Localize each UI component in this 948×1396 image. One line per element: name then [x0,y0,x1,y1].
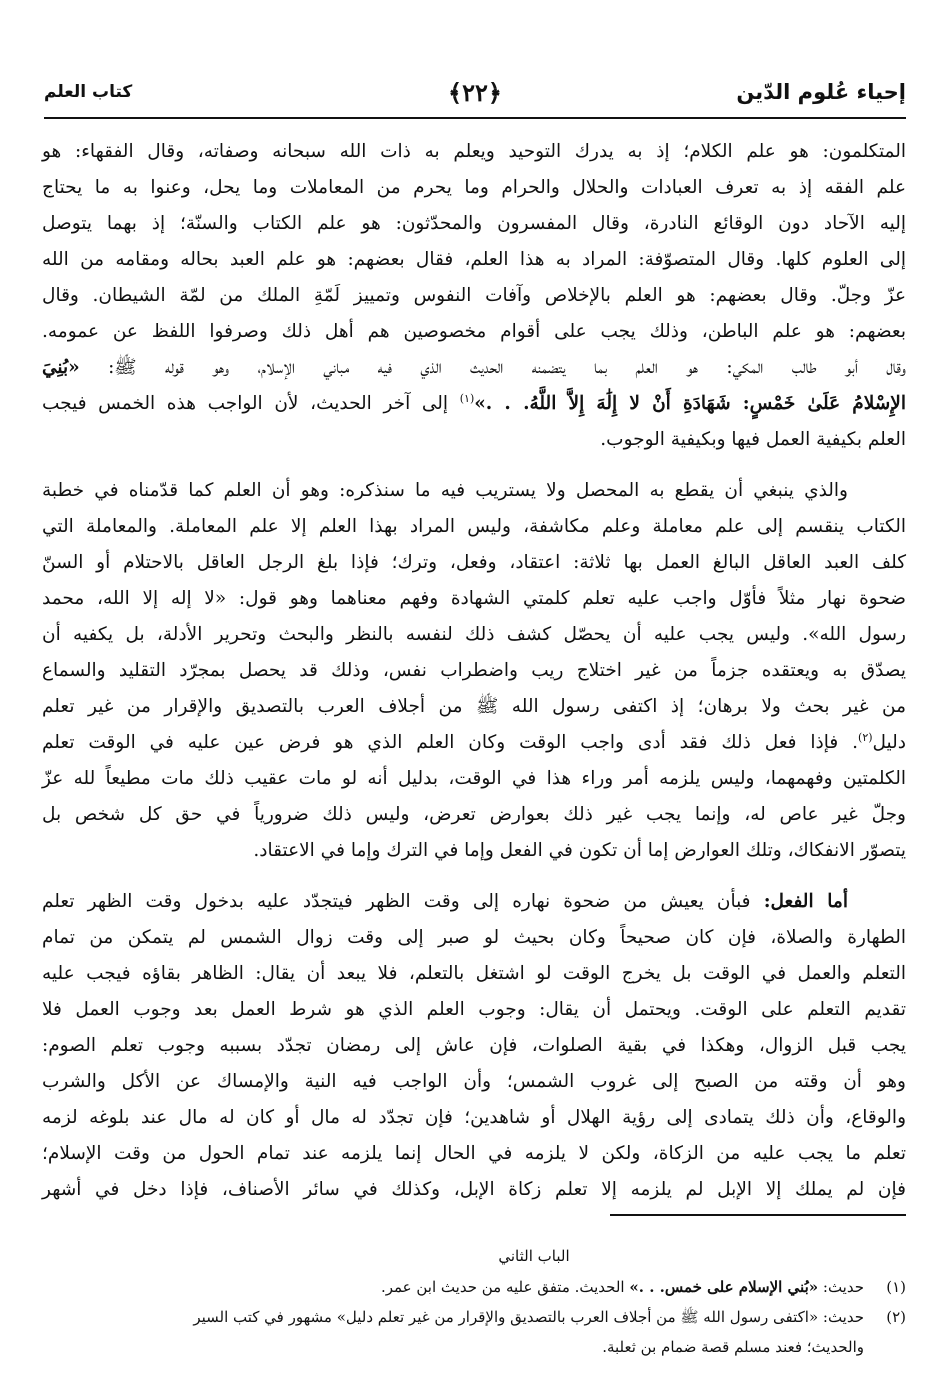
footnote-number: (٢) [886,1308,906,1326]
text-line [42,884,906,920]
bold-text: الإِسْلامُ عَلَىٰ خَمْسٍ: شَهَادَةِ أَنْ لا إِلَٰهَ إِلاَّ اللَّهُ. . .» [474,393,906,414]
text-line [42,545,906,581]
text-run: المتكلمون: هو علم الكلام؛ إذ به يدرك التوحيد ويعلم به ذات الله سبحانه وصفاته، وقال الفقهاء: هو [42,141,906,162]
text-run: يتصوّر الانفكاك، وتلك العوارض إما أن تكون في الفعل وإما في الترك وإما في الاعتقاد. [253,840,906,861]
text-line [42,134,906,170]
text-run: والوقاع، وأن ذلك يتمادى إلى رؤية الهلال أو شاهدين؛ فإن تجدّد له مال أو كان له مال عند بلوغه لزمه [42,1107,906,1128]
text-line [42,797,906,833]
text-run: يصدّق به ويعتقده جزماً من غير اختلاج ريب واضطراب نفس، وذلك قد يحصل بمجرّد التقليد والسماع [42,660,906,681]
footnote-marker: (١) [459,391,475,405]
text-line [42,689,906,725]
text-run: وهو أن وقته من الصبح إلى غروب الشمس؛ وأن الواجب فيه النية والإمساك عن الأكل والشرب [42,1071,906,1092]
text-run: حديث: «اكتفى رسول الله ﷺ من أجلاف العرب بالتصديق والإقرار من غير تعلم دليل» مشهور في كتب السير [193,1308,864,1326]
text-run: وقال أبو طالب المكي: هو العلم بما يتضمنه الحديث الذي فيه مباني الإسلام، وهو قوله ﷺ: [79,357,906,378]
text-line [42,350,906,386]
text-line [42,242,906,278]
text-run: ضحوة نهار مثلاً فأوّل واجب عليه تعلم كلمتي الشهادة وفهم معناهما وهو قول: «لا إله إلا الله، محمد [42,588,906,609]
text-line [42,314,906,350]
header-rule [44,117,906,119]
text-run: الكتاب ينقسم إلى علم معاملة وعلم مكاشفة، وليس المراد بهذا العلم إلا علم المعاملة. والمعاملة التي [42,516,906,537]
footnote-section-title: الباب الثاني [498,1247,570,1265]
text-run: بعضهم: هو علم الباطن، وذلك يجب على أقوام مخصوصين هم أهل ذلك وصرفوا اللفظ عن عمومه. [42,321,906,342]
paragraph [42,884,906,1208]
text-line [42,206,906,242]
text-line [42,653,906,689]
text-run: رسول الله». وليس يجب عليه أن يحصّل كشف ذلك لنفسه بالنظر والبحث وتحرير الأدلة، بل يكفيه أن [42,624,906,645]
text-run: الحديث. متفق عليه من حديث ابن عمر. [380,1278,630,1296]
text-line [42,761,906,797]
text-line [42,278,906,314]
text-run: يجب قبل الزوال، وهكذا في بقية الصلوات، فإن عاش إلى رمضان تجدّد بسببه وجوب تعلم الصوم: [42,1035,906,1056]
text-run: فبأن يعيش من ضحوة نهاره إلى وقت الظهر فيتجدّد عليه بدخول وقت الظهر تعلم [42,891,764,912]
text-line [42,473,906,509]
paragraph [42,134,906,458]
text-run: من غير بحث ولا برهان؛ إذ اكتفى رسول الله ﷺ من أجلاف العرب بالتصديق والإقرار من غير تعلم [42,696,906,717]
text-run: علم الفقه إذ به تعرف العبادات والحلال والحرام وما يحرم من المعاملات وما يحل، وعنوا به ما يحتاج [42,177,906,198]
bold-text: «بُني الإسلام على خمس. . .» [629,1278,819,1296]
text-line [42,422,906,458]
text-line [42,581,906,617]
text-run: وجلّ غير عاص له، وإنما يجب غير ذلك بعوارض تعرض، وليس ذلك ضرورياً في حق كل شخص بل [42,804,906,825]
text-run: تعلم ما يجب عليه من الزكاة، ولكن لا يلزمه في الحال إنما يلزمه عند تمام الحول من وقت الإسلام؛ [42,1143,906,1164]
text-run: الطهارة والصلاة، فإن كان صحيحاً وكان بحيث لو صبر إلى وقت زوال الشمس لم يتمكن من تمام [42,927,906,948]
running-header [44,78,906,112]
text-line [42,1136,906,1172]
text-line [42,617,906,653]
page-number: ﴿٢٢﴾ [448,78,502,107]
footnote-number: (١) [886,1278,906,1296]
text-run: إليه الآحاد دون الوقائع النادرة، وقال المفسرون والمحدّثون: هو علم الكتاب والسنّة؛ إذ بهما يتوصل [42,213,906,234]
text-line [42,992,906,1028]
text-line [42,920,906,956]
footnote-line [42,1272,906,1302]
bold-text: «بُنِيَ [42,357,80,378]
footnote-line [42,1302,906,1332]
text-line [42,833,906,869]
text-run: والحديث؛ فعند مسلم قصة ضمام بن ثعلبة. [602,1338,864,1356]
paragraph [42,473,906,869]
text-line [42,386,906,422]
text-line [42,170,906,206]
book-title: إحياء عُلوم الدّين [736,80,906,104]
chapter-title: كتاب العلم [44,82,133,102]
footnote-line [42,1332,906,1362]
text-run: حديث: [818,1278,864,1296]
text-line [42,1064,906,1100]
footnote-rule [610,1214,906,1216]
text-run: الكلمتين وفهمهما، وليس يلزمه أمر وراء هذا في الوقت، بدليل أنه لو مات عقيب ذلك مات مطيعاً لله عزّ [42,768,906,789]
text-run: إلى العلوم كلها. وقال المتصوّفة: المراد به هذا العلم، فقال بعضهم: هو علم العبد بحاله ومقامه من الله [42,249,906,270]
bold-text: أما الفعل: [763,891,848,912]
text-run: دليل [872,732,906,753]
text-line [42,509,906,545]
text-run: العلم بكيفية العمل فيها وبكيفية الوجوب. [600,429,906,450]
text-run: إلى آخر الحديث، لأن الواجب هذه الخمس فيجب [42,393,460,414]
text-run: عزّ وجلّ. وقال بعضهم: هو العلم بالإخلاص وآفات النفوس وتمييز لَمّةِ الملك من لمّة الشيطان. وقال [42,285,906,306]
text-run: كلف العبد العاقل البالغ العمل بها ثلاثة: اعتقاد، وفعل، وترك؛ فإذا بلغ الرجل العاقل بالاحتلام أو السنّ [42,552,906,573]
text-run: التعلم والعمل في الوقت بل يخرج الوقت لو اشتغل بالتعلم، فلا يبعد أن يقال: الظاهر بقاؤه فيجب عليه [42,963,906,984]
text-run: تقديم التعلم على الوقت. ويحتمل أن يقال: وجوب العلم الذي هو شرط العمل بعد وجوب العمل فلا [42,999,906,1020]
text-run: . فإذا فعل ذلك فقد أدى واجب الوقت وكان العلم الذي هو فرض عين عليه في الوقت تعلم [42,732,859,753]
text-line [42,1100,906,1136]
footnote-marker: (٢) [858,730,873,744]
text-line [42,1172,906,1208]
footnotes [42,1240,906,1362]
text-run: والذي ينبغي أن يقطع به المحصل ولا يستريب فيه ما سنذكره: وهو أن العلم كما قدّمناه في خطبة [42,480,848,501]
body-text [42,134,906,1223]
text-run: فإن لم يملك إلا الإبل لم يلزمه إلا تعلم زكاة الإبل، وكذلك في سائر الأصناف، فإذا دخل في أشهر [42,1179,906,1200]
text-line [42,725,906,761]
text-line [42,1028,906,1064]
text-line [42,956,906,992]
